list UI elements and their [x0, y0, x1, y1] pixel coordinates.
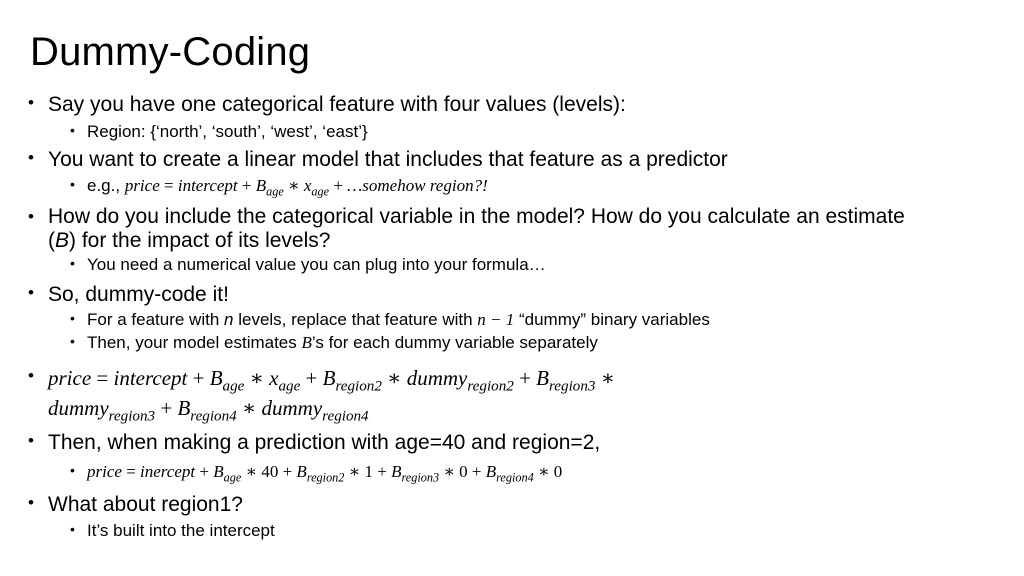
bullet-dot: •: [70, 521, 75, 537]
bullet-dot: •: [70, 462, 75, 478]
bullet-dot: •: [28, 431, 34, 450]
bullet-3-sub: [70, 255, 546, 275]
bullet-4-sub-1-text-c: “dummy” binary variables: [514, 310, 710, 329]
bullet-dot: •: [70, 310, 75, 326]
bullet-2-text: You want to create a linear model that includes that feature as a predictor: [48, 148, 728, 171]
model-formula-line-2: dummy$_{region3}$ + $B_{region4}$ ∗ dummy$_{region4}$: [48, 396, 369, 425]
bullet-1: [28, 93, 626, 117]
bullet-dot: •: [28, 366, 34, 385]
bullet-1-sub-text: Region: {‘north’, ‘south’, ‘west’, ‘east’}: [87, 122, 368, 141]
bullet-dot: •: [70, 122, 75, 138]
bullet-2-sub: [70, 176, 488, 199]
bullet-4-sub-2-text-b: ’s for each dummy variable separately: [311, 333, 598, 352]
bullet-dot: •: [28, 283, 34, 302]
bullet-7-sub: [70, 521, 275, 541]
bullet-2-sub-prefix: e.g.,: [87, 176, 125, 195]
prediction-formula: price = inercept + $B_{age}$ ∗ $40 + B_{region2}$ ∗ $1 + B_{region3}$ ∗ $0 + B_{region4}$ ∗ 0: [87, 462, 563, 485]
bullet-5-cont: [48, 396, 369, 425]
bullet-dot: •: [28, 93, 34, 112]
bullet-7-text: What about region1?: [48, 493, 243, 516]
bullet-3: [28, 205, 928, 253]
bullet-dot: •: [28, 493, 34, 512]
bullet-dot: •: [28, 148, 34, 167]
bullet-2: [28, 148, 728, 172]
model-formula-line-1: price = intercept + $B_{age}$ ∗ $x_{age} + B_{region2}$ ∗ dummy$_{region2}$ + $B_{region3}$ ∗: [48, 366, 615, 395]
bullet-4: [28, 283, 229, 307]
bullet-6: [28, 431, 601, 455]
bullet-3-text-a: How do you include the categorical variable in the model? How do you calculate an estimate (: [48, 205, 905, 252]
bullet-3-sub-text: You need a numerical value you can plug into your formula…: [87, 255, 546, 274]
bullet-4-text: So, dummy-code it!: [48, 283, 229, 306]
bullet-dot: •: [70, 333, 75, 349]
bullet-4-sub-1-text-b: levels, replace that feature with: [233, 310, 478, 329]
bullet-5: [28, 366, 615, 395]
example-formula: price = intercept + $B_{age}$ ∗ $x_{age}$ + …somehow region?!: [124, 176, 488, 199]
n-variable: n: [224, 310, 234, 329]
bullet-4-sub-2-text-a: Then, your model estimates: [87, 333, 302, 352]
bullet-1-text: Say you have one categorical feature with four values (levels):: [48, 93, 626, 116]
bullet-dot: •: [70, 176, 75, 192]
n-minus-one: n − 1: [477, 310, 515, 329]
slide-title: Dummy-Coding: [30, 30, 311, 74]
bullet-dot: •: [28, 207, 34, 226]
bullet-6-text: Then, when making a prediction with age=40 and region=2,: [48, 431, 601, 454]
bullet-7-sub-text: It’s built into the intercept: [87, 521, 275, 540]
B-variable: B: [301, 333, 312, 352]
bullet-4-sub-1-text-a: For a feature with: [87, 310, 225, 329]
bullet-1-sub: [70, 122, 368, 142]
bullet-dot: •: [70, 255, 75, 271]
bullet-3-text-b: ) for the impact of its levels?: [69, 229, 331, 252]
bullet-6-sub: [70, 462, 563, 485]
bullet-7: [28, 493, 243, 517]
bullet-4-sub-2: [70, 333, 598, 353]
bullet-4-sub-1: [70, 310, 710, 330]
bullet-3-B: B: [55, 229, 70, 252]
